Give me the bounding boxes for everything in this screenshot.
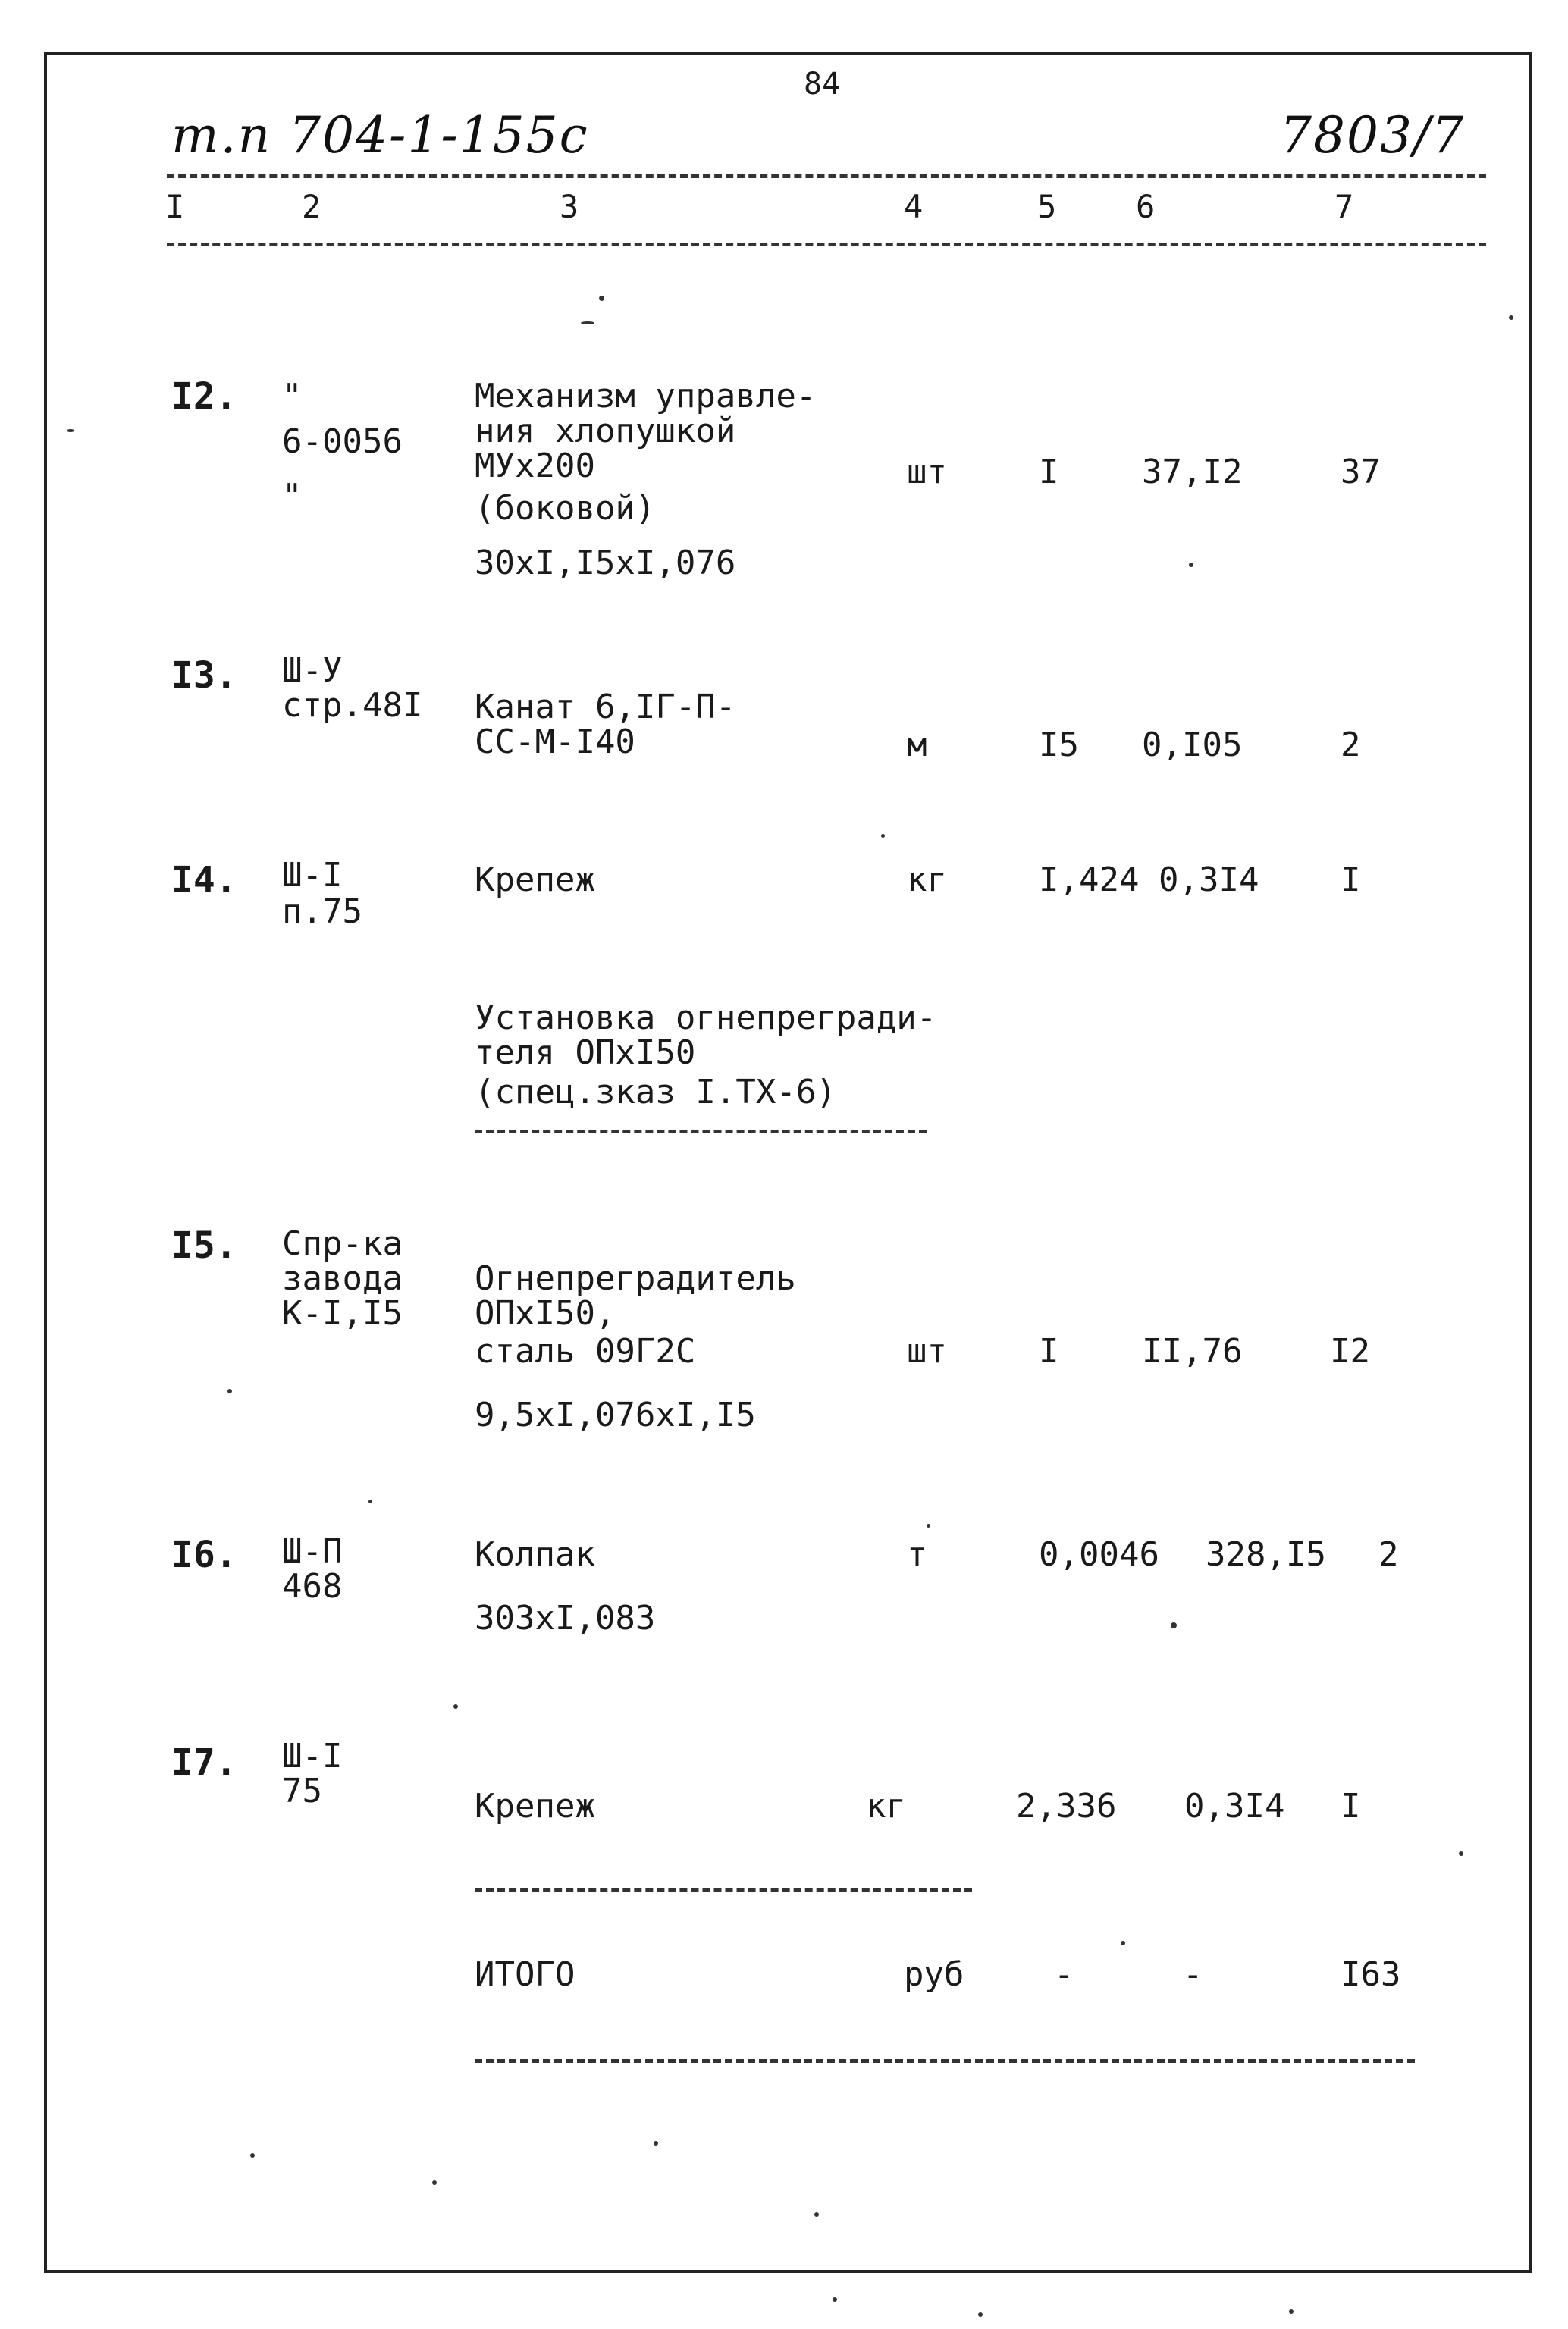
total-cell: I2 (1330, 1332, 1370, 1371)
total-cell: 37 (1341, 453, 1381, 491)
price-cell: 328,I5 (1206, 1535, 1326, 1574)
desc-line: Колпак (475, 1535, 595, 1574)
scan-speck (881, 834, 885, 838)
desc-line: Огнепреградитель (475, 1259, 796, 1298)
price-cell: 0,3I4 (1159, 860, 1259, 899)
unit-cell: шт (907, 453, 947, 491)
price-cell: 37,I2 (1142, 453, 1243, 491)
section-title-line: теля ОПхI50 (475, 1033, 696, 1072)
scan-speck (368, 1500, 372, 1503)
desc-line: Механизм управле- (475, 377, 817, 415)
unit-cell: кг (907, 860, 947, 899)
scan-speck (978, 2312, 983, 2317)
total-value: I63 (1341, 1955, 1401, 1994)
total-label: ИТОГО (475, 1955, 575, 1994)
unit-cell: кг (866, 1787, 906, 1826)
row-number: I5. (171, 1224, 237, 1267)
scan-speck (1509, 315, 1513, 320)
ref-line: " (282, 477, 303, 516)
scan-speck (927, 1524, 930, 1528)
qty-cell: I (1039, 453, 1059, 491)
row-number: I4. (171, 859, 237, 901)
scan-speck (814, 2212, 819, 2217)
qty-cell: 0,0046 (1039, 1535, 1159, 1574)
calc-line: 30хI,I5хI,076 (475, 544, 736, 582)
scan-speck (1459, 1851, 1463, 1856)
scan-speck (250, 2153, 255, 2158)
ref-line: 75 (282, 1772, 322, 1810)
total-cell: I (1341, 1787, 1361, 1826)
ref-line: завода (282, 1259, 403, 1298)
header-dash-bottom (167, 243, 1486, 246)
total-divider-top (475, 1888, 972, 1892)
ref-line: К-I,I5 (282, 1294, 403, 1333)
col-num-7: 7 (1334, 188, 1354, 225)
scan-speck (833, 2297, 837, 2302)
row-number: I2. (171, 375, 237, 418)
unit-cell: шт (907, 1332, 947, 1371)
total-cell: 2 (1341, 726, 1361, 764)
col-num-4: 4 (904, 188, 924, 225)
calc-line: 9,5хI,076хI,I5 (475, 1396, 756, 1434)
ref-line: стр.48I (282, 686, 423, 725)
page-number: 84 (804, 67, 841, 102)
header-dash-top (167, 174, 1486, 178)
ref-line: 468 (282, 1567, 343, 1606)
col-num-5: 5 (1037, 188, 1057, 225)
scan-speck (227, 1389, 232, 1393)
total-qty: - (1054, 1955, 1074, 1994)
scan-speck (581, 321, 594, 324)
price-cell: 0,I05 (1142, 726, 1243, 764)
scan-speck (654, 2141, 658, 2146)
scan-speck (1171, 1622, 1177, 1628)
row-number: I6. (171, 1534, 237, 1576)
col-num-1: I (165, 188, 185, 225)
ref-line: п.75 (282, 892, 362, 931)
unit-cell: м (907, 726, 927, 764)
ref-line: Ш-I (282, 1737, 343, 1776)
desc-line: МУх200 (475, 447, 595, 485)
sheet-code: 7803/7 (1280, 106, 1466, 165)
ref-line: Ш-П (282, 1532, 343, 1571)
ref-line: " (282, 377, 303, 415)
scan-speck (1189, 563, 1193, 567)
col-num-3: 3 (560, 188, 579, 225)
col-num-6: 6 (1136, 188, 1156, 225)
scan-speck (453, 1704, 458, 1709)
section-underline (475, 1130, 927, 1133)
calc-line: 303хI,083 (475, 1599, 656, 1638)
scan-speck (67, 429, 74, 432)
scan-speck (599, 296, 604, 301)
ref-line: Ш-I (282, 856, 343, 895)
col-num-2: 2 (302, 188, 321, 225)
ref-line: Ш-У (282, 651, 343, 690)
price-cell: 0,3I4 (1184, 1787, 1285, 1826)
scan-speck (1289, 2309, 1294, 2314)
ref-line: 6-0056 (282, 422, 403, 461)
desc-line: ния хлопушкой (475, 412, 736, 450)
row-number: I3. (171, 654, 237, 697)
scan-speck (432, 2180, 437, 2185)
unit-cell: т (907, 1535, 927, 1574)
section-title-line: (спец.зказ I.ТХ-6) (475, 1073, 836, 1111)
ref-line: Спр-ка (282, 1224, 403, 1263)
qty-cell: I5 (1039, 726, 1079, 764)
qty-cell: I,424 (1039, 860, 1140, 899)
total-divider-bottom (475, 2059, 1415, 2063)
desc-line: сталь 09Г2С (475, 1332, 696, 1371)
total-price: - (1183, 1955, 1203, 1994)
desc-line: ОПхI50, (475, 1294, 616, 1333)
project-code: т.п 704-1-155с (171, 106, 589, 165)
qty-cell: 2,336 (1016, 1787, 1117, 1826)
total-unit: руб (904, 1955, 964, 1994)
row-number: I7. (171, 1741, 237, 1784)
price-cell: II,76 (1142, 1332, 1243, 1371)
scan-speck (1121, 1941, 1125, 1945)
desc-line: Крепеж (475, 860, 595, 899)
desc-line: СС-М-I40 (475, 723, 635, 761)
total-cell: I (1341, 860, 1361, 899)
total-cell: 2 (1378, 1535, 1399, 1574)
desc-line: Крепеж (475, 1787, 595, 1826)
desc-line: (боковой) (475, 489, 656, 528)
qty-cell: I (1039, 1332, 1059, 1371)
desc-line: Канат 6,IГ-П- (475, 688, 736, 726)
section-title-line: Установка огнепрегради- (475, 998, 937, 1037)
